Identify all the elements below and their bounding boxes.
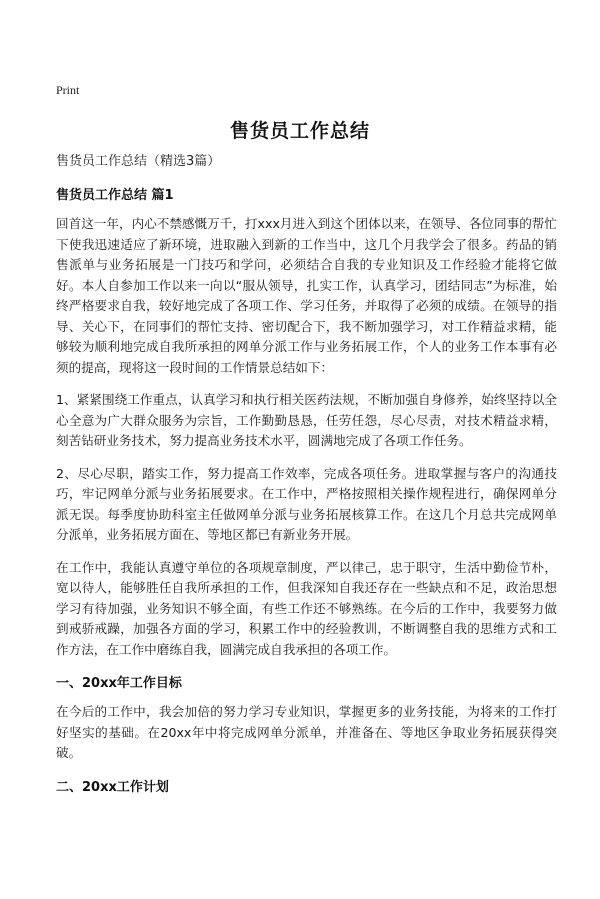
paragraph-point-2: 2、尽心尽职，踏实工作，努力提高工作效率，完成各项任务。进取掌握与客户的沟通技巧，牢记网单分派与业务拓展要求。在工作中，严格按照相关操作规程进行，确保网单分派无误。每季度协助科室主任做网单分派与业务拓展核算工作。在这几个月总共完成网单分派单，业务拓展方面在、等地区都已有新业务开展。 [56, 465, 557, 542]
document-subtitle: 售货员工作总结（精选3篇） [56, 154, 221, 169]
paragraph-intro: 回首这一年，内心不禁感慨万千，打xxx月进入到这个团体以来，在领导、各位同事的帮忙下使我迅速适应了新环境，进取融入到新的工作当中，这几个月我学会了很多。药品的销售派单与业务拓展是一门技巧和学问，必须结合自我的专业知识及工作经验才能将它做好。本人自参加工作以来一向以“服从领导，扎实工作，认真学习，团结同志”为标准，始终严格要求自我，较好地完成了各项工作、学习任务，并取得了必须的成绩。在领导的指导、关心下，在同事们的帮忙支持、密切配合下，我不断加强学习，对工作精益求精，能够较为顺利地完成自我所承担的网单分派工作与业务拓展工作，个人的业务工作本事有必须的提高，现将这一段时间的工作情景总结如下： [56, 216, 557, 375]
document-title: 售货员工作总结 [229, 120, 370, 142]
print-label: Print [56, 83, 80, 97]
paragraph-point-1: 1、紧紧围绕工作重点，认真学习和执行相关医药法规，不断加强自身修养，始终坚持以全心全意为广大群众服务为宗旨，工作勤勤恳恳，任劳任怨，尽心尽责，对技术精益求精，刻苦钻研业务技术，努力提高业务技术水平，圆满地完成了各项工作任务。 [56, 392, 557, 448]
document-body [56, 150, 557, 806]
section-heading-plan: 二、20xx工作计划 [56, 779, 169, 795]
paragraph-self-review: 在工作中，我能认真遵守单位的各项规章制度，严以律己，忠于职守，生活中勤俭节朴，宽以待人，能够胜任自我所承担的工作，但我深知自我还存在一些缺点和不足，政治思想学习有待加强，业务知识不够全面，有些工作还不够熟练。在今后的工作中，我要努力做到戒骄戒躁，加强各方面的学习，积累工作中的经验教训，不断调整自我的思维方式和工作方法，在工作中磨练自我，圆满完成自我承担的各项工作。 [56, 559, 557, 657]
section-heading-part1: 售货员工作总结 篇1 [56, 188, 174, 203]
section-heading-goals: 一、20xx年工作目标 [56, 676, 182, 691]
paragraph-goals: 在今后的工作中，我会加倍的努力学习专业知识，掌握更多的业务技能，为将来的工作打好坚实的基础。在20xx年中将完成网单分派单，并准备在、等地区争取业务拓展获得突破。 [56, 704, 557, 760]
